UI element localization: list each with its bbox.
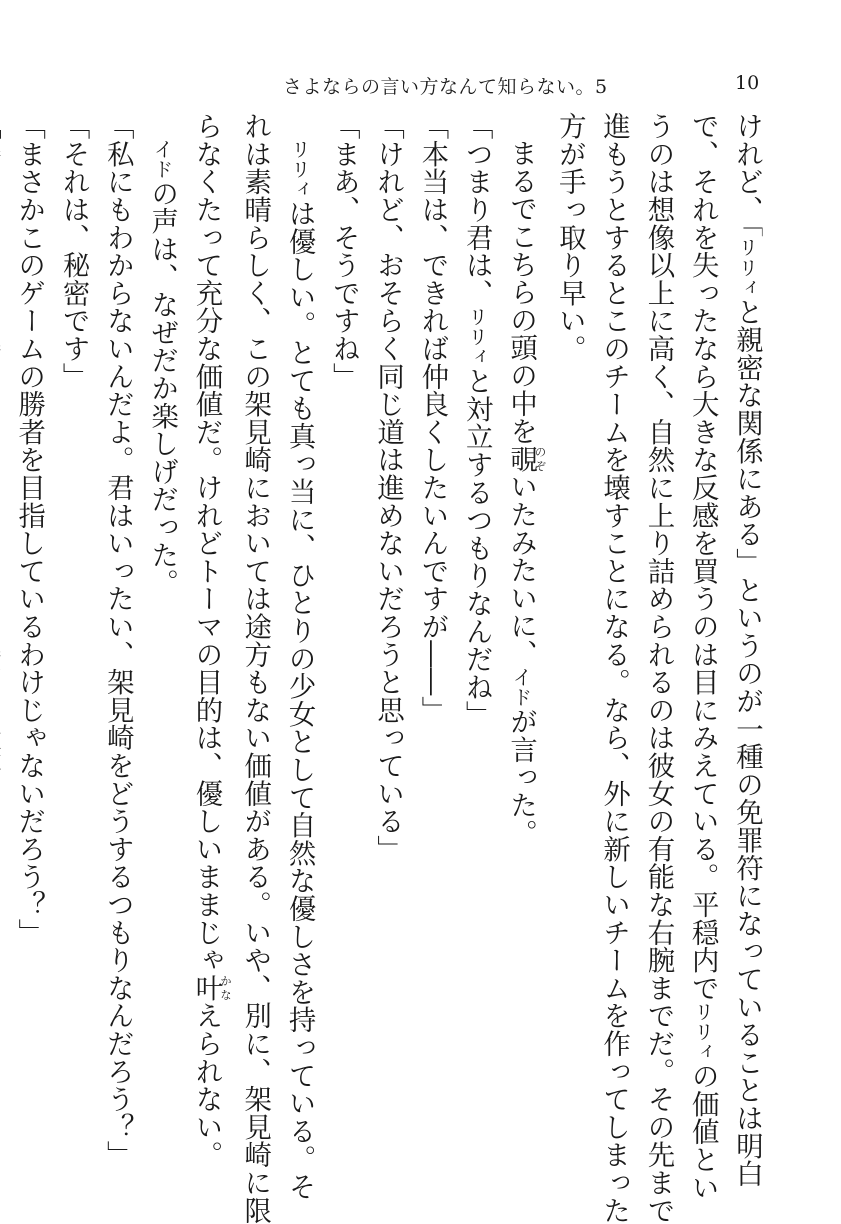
text-line: れは素晴らしく、この架見崎においては途方もない価値がある。いや、別に、架見崎に限: [239, 112, 271, 1224]
name-small-kana: イド: [150, 139, 174, 180]
text-line: で、それを失ったなら大きな反感を買うのは目にみえている。平穏内でリリィの価値とい: [686, 112, 718, 1201]
ruby-annotation: 叶かな: [190, 973, 233, 1002]
name-small-kana: イド: [509, 667, 533, 708]
ruby-annotation: 覗のぞ: [505, 445, 548, 474]
text-line: 「つまり君は、リリィと対立するつもりなんだね」: [460, 112, 492, 729]
name-small-kana: リリィ: [735, 237, 758, 298]
page-number: 10: [735, 72, 760, 94]
text-line: リリィは優しい。とても真っ当に、ひとりの少女として自然な優しさを持っている。そ: [283, 139, 315, 1201]
name-small-kana: リリィ: [287, 139, 311, 200]
text-line: 「まさかこのゲームの勝者を目指しているわけじゃないだろう？」: [13, 112, 45, 946]
text-line: 「私にもわからないんだよ。君はいったい、架見崎をどうするつもりなんだろう？」: [101, 112, 133, 1169]
text-line: けれど、「リリィと親密な関係にある」というのが一種の免罪符になっていることは明白: [731, 112, 762, 1188]
text-line: 「それは、秘密です」: [57, 112, 89, 390]
name-small-kana: リリィ: [464, 306, 488, 367]
text-line: らなくたって充分な価値だ。けれどトーマの目的は、優しいままじゃ叶かなえられない。: [190, 112, 233, 1169]
text-line: 「けれど、おそらく同じ道は進めないだろうと思っている」: [372, 112, 404, 863]
text-line: [0, 112, 6, 1172]
running-title: さよならの言い方なんて知らない。5: [283, 76, 608, 98]
text-line: イドの声は、なぜだか楽しげだった。: [146, 139, 178, 597]
page-header: [0, 72, 841, 100]
text-line: 「まあ、そうですね」: [327, 112, 359, 390]
name-small-kana: リリィ: [690, 1001, 714, 1062]
text-line: まるでこちらの頭の中を覗のぞいたみたいに、イドが言った。: [505, 139, 548, 847]
text-line: 方が手っ取り早い。: [553, 112, 585, 363]
vertical-body-text: [13, 112, 768, 1224]
text-line: 進もうとするとこのチームを壊すことになる。なら、外に新しいチームを作ってしまった: [598, 112, 630, 1224]
ruby-reading: かな: [218, 973, 233, 1002]
text-line: うのは想像以上に高く、自然に上り詰められるのは彼女の有能な右腕までだ。その先まで: [642, 112, 674, 1224]
ruby-reading: のぞ: [533, 445, 548, 474]
text-line: 「本当は、できれば仲良くしたいんですが――」: [416, 112, 448, 724]
